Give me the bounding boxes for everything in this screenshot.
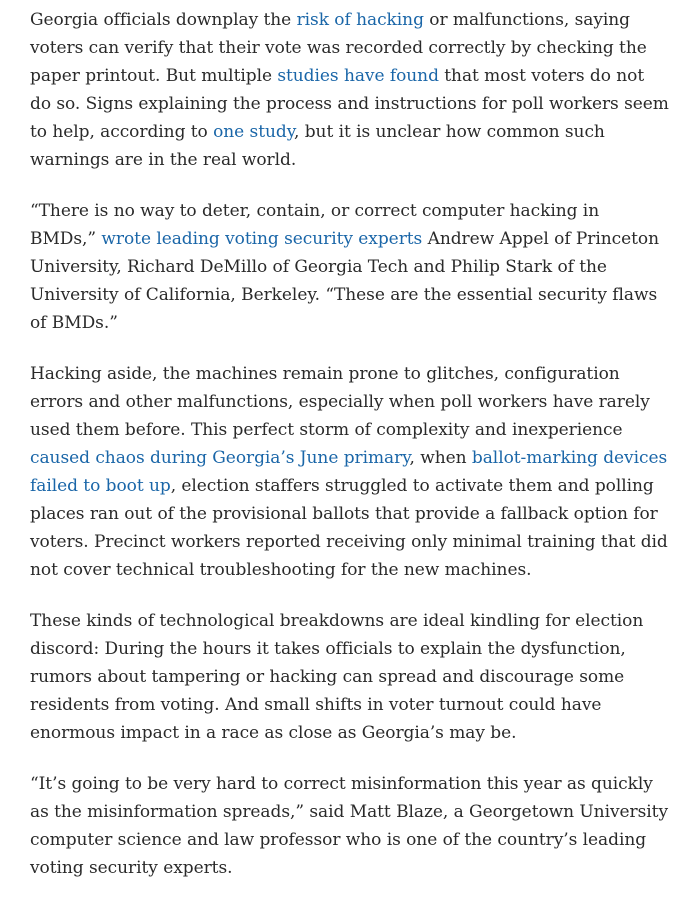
article-body (30, 6, 670, 905)
paragraph-1 (30, 6, 670, 174)
paragraph-text: These kinds of technological breakdowns are ideal kindling for election discord: During the hours it takes officials to explain the dysfunction, rumors about tampering or hacking can spread and discourage some residents from voting. And small shifts in voter turnout could have enormous impact in a race as close as Georgia’s may be. (30, 611, 644, 743)
link-risk-of-hacking[interactable]: risk of hacking (296, 10, 424, 30)
paragraph-text: Georgia officials downplay the (30, 10, 297, 30)
paragraph-text: , when (409, 448, 472, 468)
link-wrote-leading-voting-security-experts[interactable]: wrote leading voting security experts (101, 229, 423, 249)
paragraph-3 (30, 360, 670, 584)
paragraph-text: that most voters do not do so. Signs explaining the process and instructions for poll workers seem to help, according to (30, 66, 669, 142)
link-caused-chaos[interactable]: caused chaos during Georgia’s June primary (30, 448, 410, 468)
link-studies-have-found[interactable]: studies have found (277, 66, 439, 86)
paragraph-text: “There is no way to deter, contain, or correct computer hacking in BMDs,” (30, 201, 600, 249)
paragraph-text: Hacking aside, the machines remain prone to glitches, configuration errors and other malfunctions, especially when poll workers have rarely used them before. This perfect storm of complexity and inexperience (30, 364, 650, 440)
paragraph-text: , but it is unclear how common such warnings are in the real world. (30, 122, 605, 170)
paragraph-text: Andrew Appel of Princeton University, Richard DeMillo of Georgia Tech and Philip Stark of the University of California, Berkeley. “These are the essential security flaws of BMDs.” (30, 229, 660, 333)
link-devices-failed-to-boot[interactable]: ballot-marking devices failed to boot up (30, 448, 668, 496)
paragraph-4 (30, 607, 670, 747)
paragraph-text: “It’s going to be very hard to correct misinformation this year as quickly as the misinformation spreads,” said Matt Blaze, a Georgetown University computer science and law professor who is one of the country’s leading voting security experts. (30, 774, 669, 878)
paragraph-2 (30, 197, 670, 337)
paragraph-5 (30, 770, 670, 882)
link-one-study[interactable]: one study (213, 122, 295, 142)
paragraph-text: , election staffers struggled to activate them and polling places ran out of the provisional ballots that provide a fallback option for voters. Precinct workers reported receiving only minimal training that did not cover technical troubleshooting for the new machines. (30, 476, 668, 580)
paragraph-text: or malfunctions, saying voters can verify that their vote was recorded correctly by checking the paper printout. But multiple (30, 10, 647, 86)
